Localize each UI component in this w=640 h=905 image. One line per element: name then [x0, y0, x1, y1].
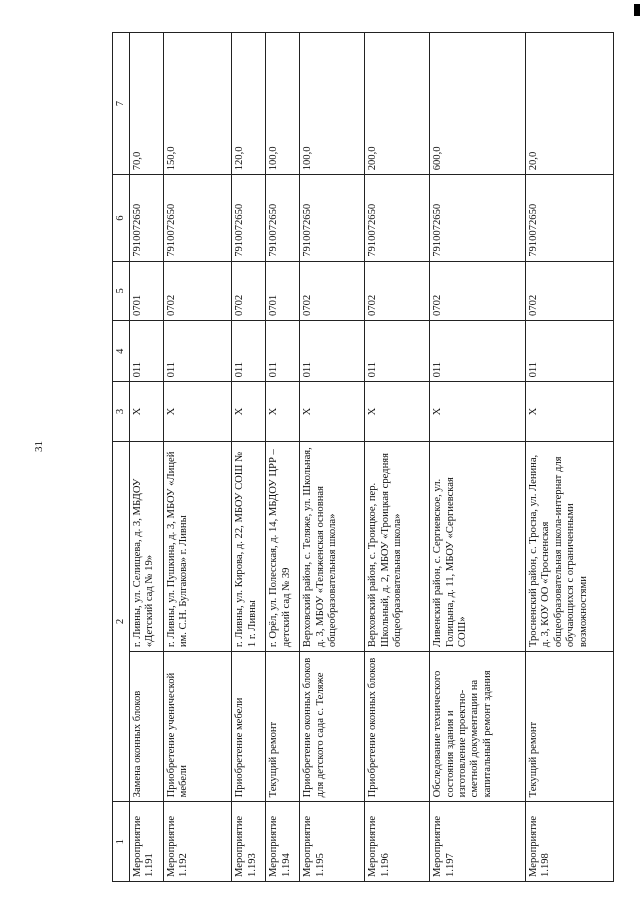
address-cell: Верховский район, с. Троицкое, пер. Школьный, д. 2, МБОУ «Троицкая средняя общеобразовательная школа» [365, 441, 430, 652]
table-row [365, 33, 430, 882]
col4-cell: 011 [232, 320, 266, 381]
work-cell: Приобретение ученической мебели [163, 652, 231, 802]
col3-cell: X [266, 382, 300, 441]
table-row [163, 33, 231, 882]
header-cell-2: 2 [113, 441, 130, 802]
table-row [232, 33, 266, 882]
col3-cell: X [300, 382, 365, 441]
table-row [266, 33, 300, 882]
address-cell: Ливенский район, с. Сергиевское, ул. Голицына, д. 11, МБОУ «Сергиевская СОШ» [430, 441, 526, 652]
event-cell: Мероприятие 1.192 [163, 802, 231, 882]
col6-cell: 7910072650 [232, 175, 266, 261]
col4-cell: 011 [266, 320, 300, 381]
col5-cell: 0702 [526, 261, 614, 320]
col6-cell: 7910072650 [430, 175, 526, 261]
col6-cell: 7910072650 [130, 175, 164, 261]
header-cell-3: 3 [113, 382, 130, 441]
table-row [130, 33, 164, 882]
col4-cell: 011 [130, 320, 164, 381]
col5-cell: 0701 [130, 261, 164, 320]
header-row [113, 33, 130, 882]
table-row [526, 33, 614, 882]
col7-cell: 150,0 [163, 33, 231, 175]
col5-cell: 0702 [300, 261, 365, 320]
col4-cell: 011 [300, 320, 365, 381]
col4-cell: 011 [526, 320, 614, 381]
work-cell: Приобретение мебели [232, 652, 266, 802]
table-row [300, 33, 365, 882]
col7-cell: 70,0 [130, 33, 164, 175]
col7-cell: 100,0 [266, 33, 300, 175]
event-cell: Мероприятие 1.193 [232, 802, 266, 882]
address-cell: г. Ливны, ул. Селищева, д. 3, МБДОУ «Детский сад № 19» [130, 441, 164, 652]
col7-cell: 600,0 [430, 33, 526, 175]
col3-cell: X [163, 382, 231, 441]
page-number: 31 [33, 441, 45, 452]
col7-cell: 200,0 [365, 33, 430, 175]
address-cell: Верховский район, с. Теляже, ул. Школьная, д. 3, МБОУ «Теляженская основная общеобразовательная школа» [300, 441, 365, 652]
col6-cell: 7910072650 [163, 175, 231, 261]
col6-cell: 7910072650 [266, 175, 300, 261]
col5-cell: 0702 [163, 261, 231, 320]
event-cell: Мероприятие 1.195 [300, 802, 365, 882]
work-cell: Приобретение оконных блоков [365, 652, 430, 802]
address-cell: Тросненский район, с. Тросна, ул. Ленина, д. 3, КОУ ОО «Тросненская общеобразовательная школа-интернат для обучающихся с ограниченными возможностями [526, 441, 614, 652]
col4-cell: 011 [365, 320, 430, 381]
header-cell-5: 5 [113, 261, 130, 320]
address-cell: г. Ливны, ул. Пушкина, д. 3, МБОУ «Лицей им. С.Н. Булгакова» г. Ливны [163, 441, 231, 652]
col4-cell: 011 [430, 320, 526, 381]
table-row [430, 33, 526, 882]
header-cell-4: 4 [113, 320, 130, 381]
events-table [112, 32, 614, 882]
event-cell: Мероприятие 1.198 [526, 802, 614, 882]
col3-cell: X [130, 382, 164, 441]
table-body [130, 33, 614, 882]
event-cell: Мероприятие 1.196 [365, 802, 430, 882]
work-cell: Текущий ремонт [526, 652, 614, 802]
col4-cell: 011 [163, 320, 231, 381]
address-cell: г. Орёл, ул. Полесская, д. 14, МБДОУ ЦРР – детский сад № 39 [266, 441, 300, 652]
col3-cell: X [430, 382, 526, 441]
event-cell: Мероприятие 1.194 [266, 802, 300, 882]
col7-cell: 100,0 [300, 33, 365, 175]
col5-cell: 0702 [365, 261, 430, 320]
work-cell: Замена оконных блоков [130, 652, 164, 802]
event-cell: Мероприятие 1.197 [430, 802, 526, 882]
header-cell-1: 1 [113, 802, 130, 882]
col6-cell: 7910072650 [365, 175, 430, 261]
event-cell: Мероприятие 1.191 [130, 802, 164, 882]
col7-cell: 120,0 [232, 33, 266, 175]
col6-cell: 7910072650 [526, 175, 614, 261]
col5-cell: 0702 [232, 261, 266, 320]
address-cell: г. Ливны, ул. Кирова, д. 22, МБОУ СОШ № 1 г. Ливны [232, 441, 266, 652]
work-cell: Приобретение оконных блоков для детского сада с. Теляже [300, 652, 365, 802]
col5-cell: 0701 [266, 261, 300, 320]
header-cell-6: 6 [113, 175, 130, 261]
col3-cell: X [365, 382, 430, 441]
corner-mark [634, 4, 640, 16]
col3-cell: X [232, 382, 266, 441]
header-cell-7: 7 [113, 33, 130, 175]
col5-cell: 0702 [430, 261, 526, 320]
col3-cell: X [526, 382, 614, 441]
table-wrapper [112, 32, 614, 882]
col6-cell: 7910072650 [300, 175, 365, 261]
work-cell: Текущий ремонт [266, 652, 300, 802]
col7-cell: 20,0 [526, 33, 614, 175]
work-cell: Обследование технического состояния здания и изготовление проектно-сметной документации на капитальный ремонт здания [430, 652, 526, 802]
